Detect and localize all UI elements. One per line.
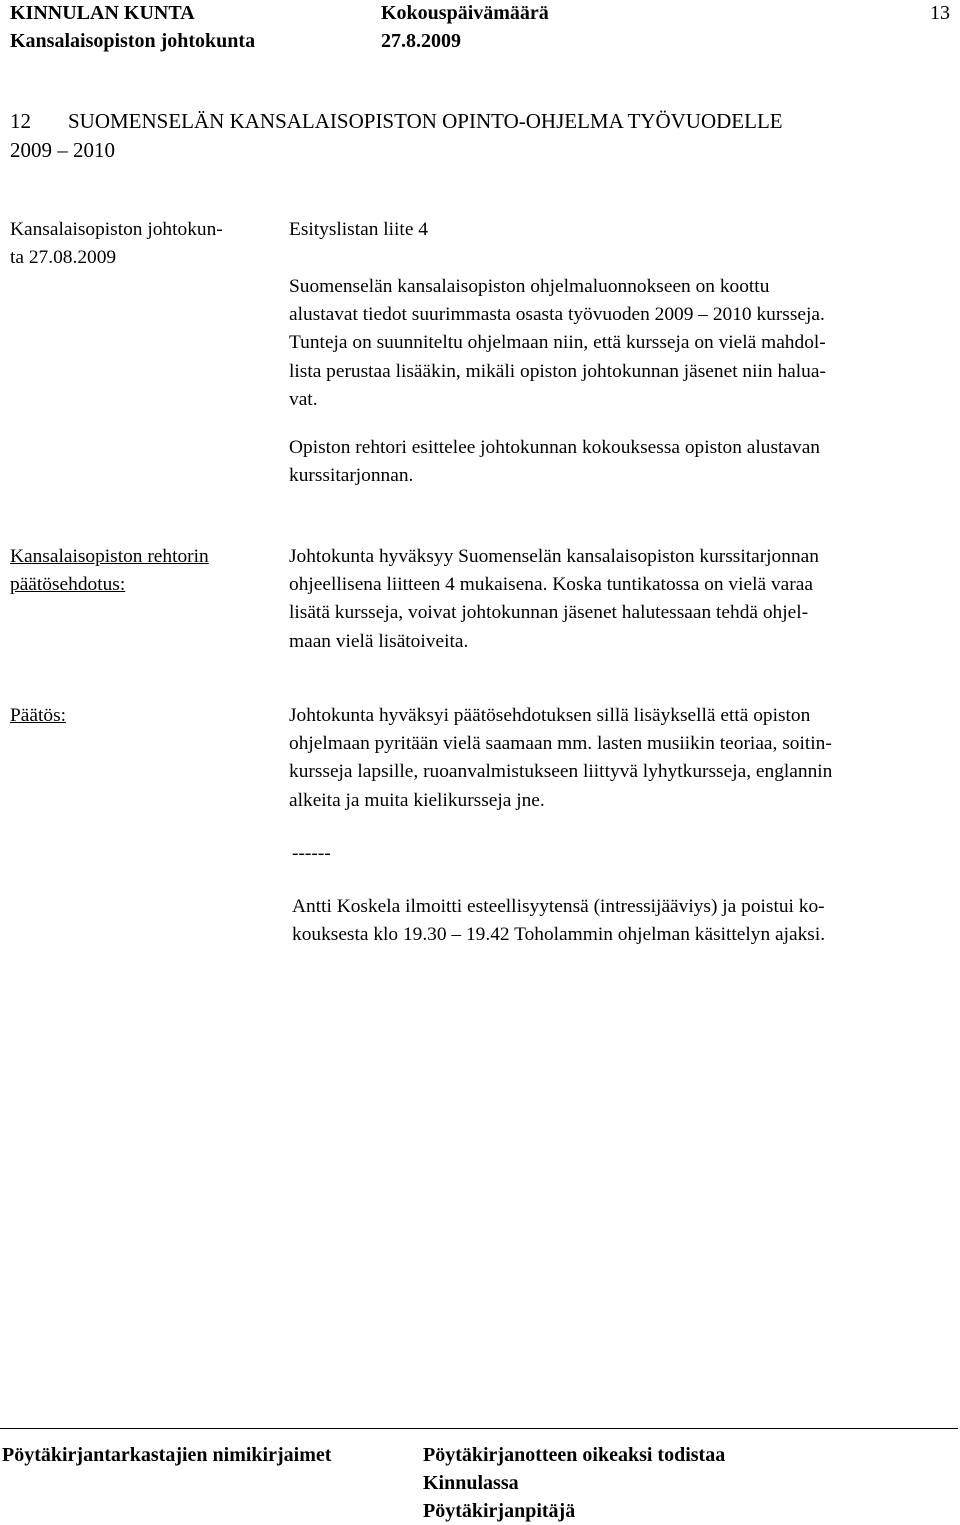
text-line: Johtokunta hyväksyi päätösehdotuksen sillä lisäyksellä että opiston — [289, 705, 811, 726]
text-line: kursseja lapsille, ruoanvalmistukseen liittyvä lyhytkursseja, englannin — [289, 761, 833, 783]
header-body: Kansalaisopiston johtokunta — [10, 30, 256, 52]
header-org: KINNULAN KUNTA — [10, 2, 195, 24]
footer-place: Kinnulassa — [423, 1472, 519, 1494]
prep-left-line1: Kansalaisopiston johtokun- — [10, 219, 223, 240]
text-line: kurssitarjonnan. — [289, 465, 414, 487]
section-number: 12 — [10, 109, 31, 133]
section-title-line2: 2009 – 2010 — [10, 138, 115, 162]
prep-paragraph-1 — [289, 273, 826, 414]
footer-rule — [0, 1428, 958, 1429]
decision-text — [289, 702, 832, 815]
page-number: 13 — [930, 2, 950, 24]
decision-label: Päätös: — [10, 705, 67, 726]
text-line: alkeita ja muita kielikursseja jne. — [289, 789, 545, 811]
header-date-label: Kokouspäivämäärä — [381, 2, 549, 24]
text-line: Antti Koskela ilmoitti esteellisyytensä (intressijääviys) ja poistui ko- — [292, 896, 825, 917]
header-date: 27.8.2009 — [381, 30, 461, 52]
footer-initials-label: Pöytäkirjantarkastajien nimikirjaimet — [2, 1444, 332, 1466]
text-line: ohjelmaan pyritään vielä saamaan mm. lasten musiikin teoriaa, soitin- — [289, 733, 832, 755]
attachment-label: Esityslistan liite 4 — [289, 219, 428, 240]
conflict-note — [292, 893, 825, 949]
prep-paragraph-2 — [289, 434, 820, 490]
prep-left-line2: ta 27.08.2009 — [10, 247, 117, 268]
proposal-text — [289, 543, 819, 656]
proposal-label-line1: Kansalaisopiston rehtorin — [10, 546, 209, 567]
text-line: alustavat tiedot suurimmasta osasta työvuoden 2009 – 2010 kursseja. — [289, 304, 825, 326]
text-line: Tunteja on suunniteltu ohjelmaan niin, että kursseja on vielä mahdol- — [289, 332, 826, 354]
text-line: lista perustaa lisääkin, mikäli opiston johtokunnan jäsenet niin halua- — [289, 360, 826, 382]
text-line: lisätä kursseja, voivat johtokunnan jäsenet halutessaan tehdä ohjel- — [289, 602, 809, 624]
text-line: ohjeellisena liitteen 4 mukaisena. Koska tuntikatossa on vielä varaa — [289, 574, 813, 596]
text-line: Opiston rehtori esittelee johtokunnan kokouksessa opiston alustavan — [289, 437, 820, 458]
footer-secretary-label: Pöytäkirjanpitäjä — [423, 1500, 576, 1522]
text-line: vat. — [289, 388, 318, 410]
section-title-line1: SUOMENSELÄN KANSALAISOPISTON OPINTO-OHJELMA TYÖVUODELLE — [68, 109, 783, 133]
separator-dashes: ------ — [292, 843, 331, 864]
proposal-label-line2: päätösehdotus: — [10, 574, 126, 595]
text-line: Johtokunta hyväksyy Suomenselän kansalaisopiston kurssitarjonnan — [289, 546, 819, 567]
text-line: Suomenselän kansalaisopiston ohjelmaluonnokseen on koottu — [289, 276, 770, 297]
footer-certify-label: Pöytäkirjanotteen oikeaksi todistaa — [423, 1444, 726, 1466]
text-line: maan vielä lisätoiveita. — [289, 630, 469, 652]
text-line: kouksesta klo 19.30 – 19.42 Toholammin ohjelman käsittelyn ajaksi. — [292, 924, 826, 946]
